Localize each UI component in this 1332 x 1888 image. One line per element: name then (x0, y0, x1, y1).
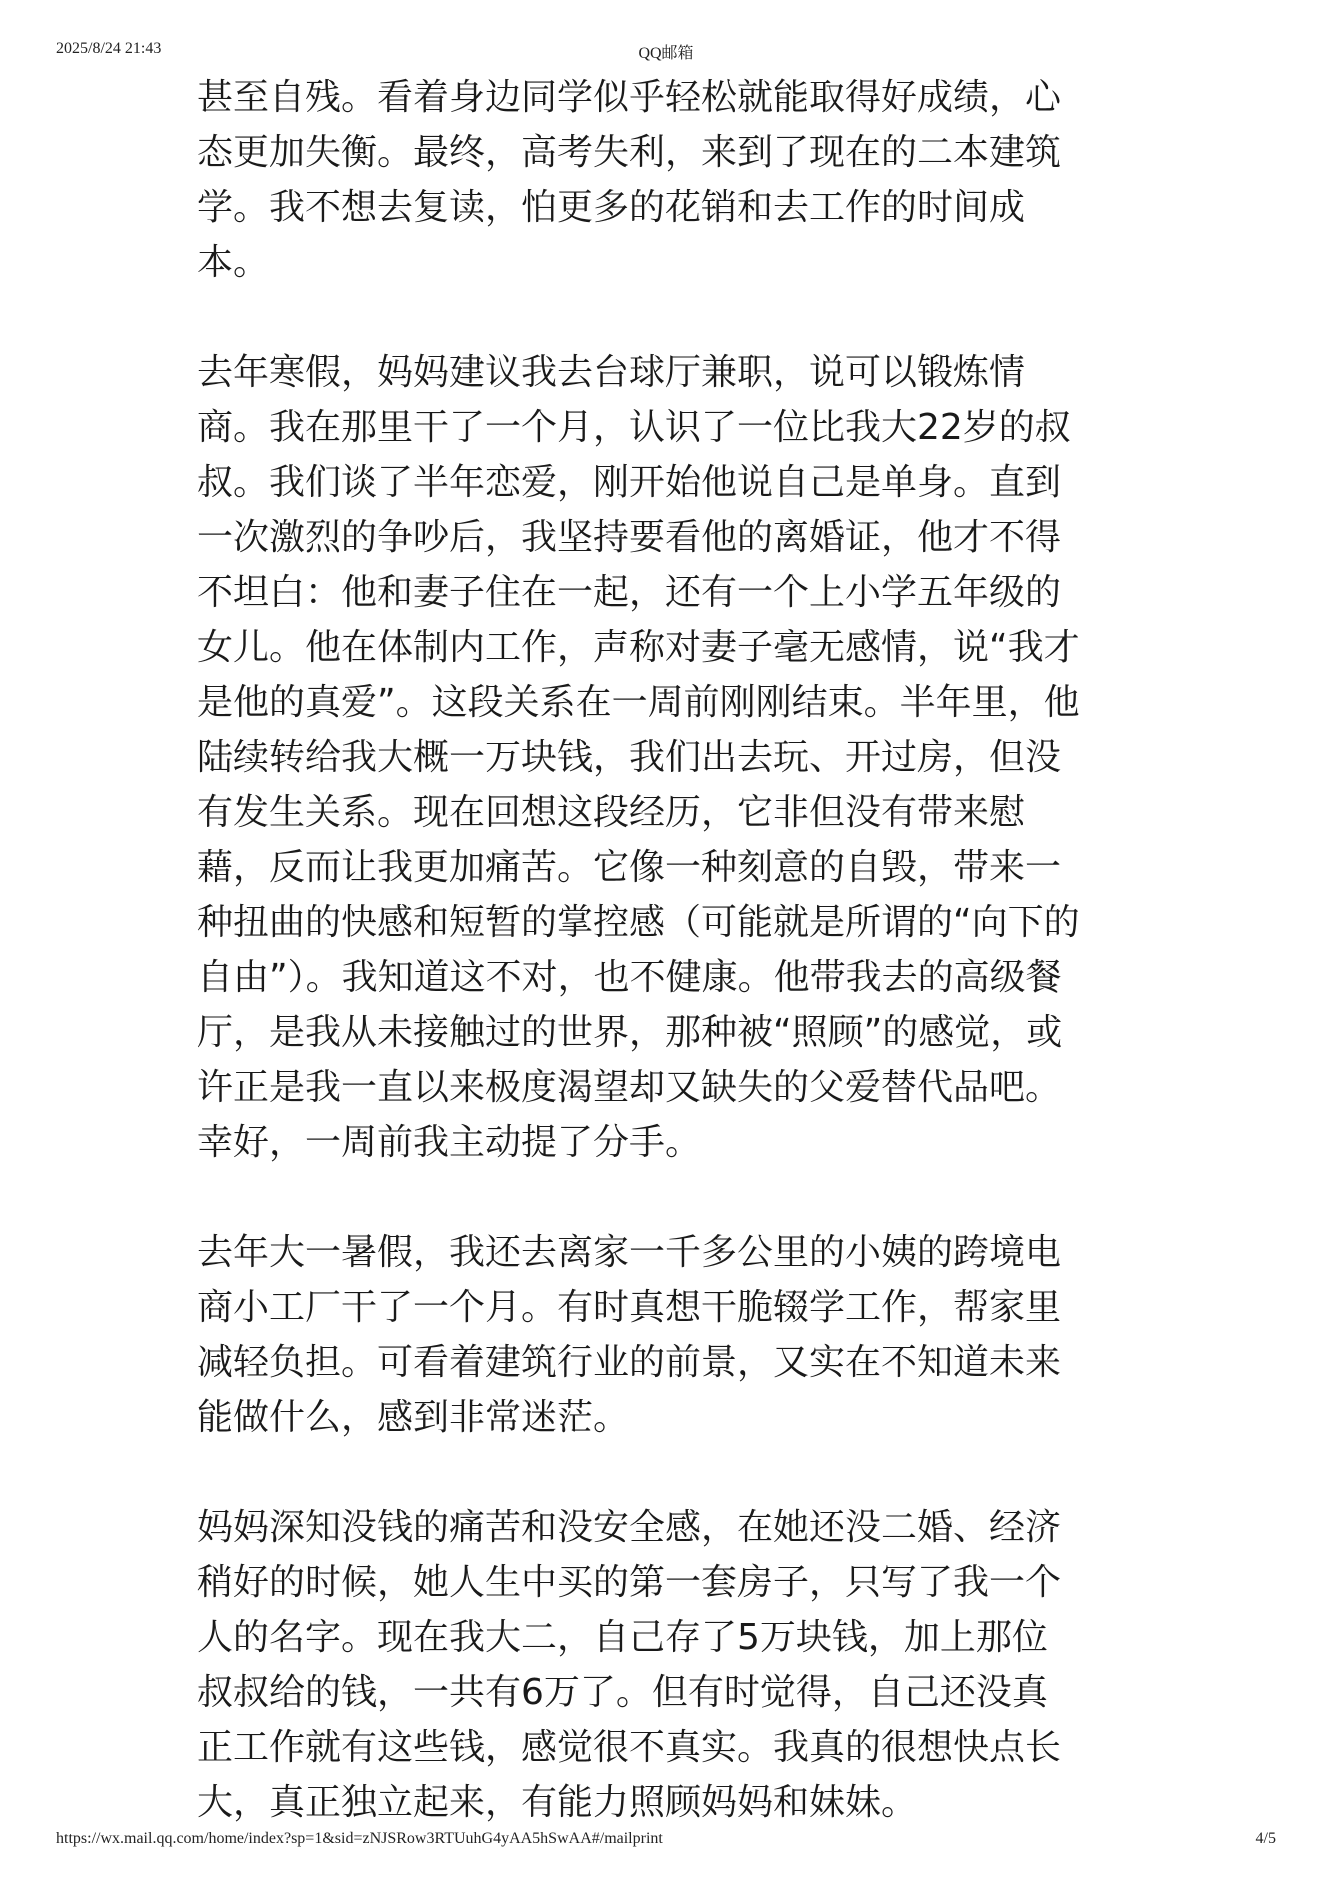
text-line: 减轻负担。可看着建筑行业的前景，又实在不知道未来 (197, 1342, 1062, 1383)
text-line: 甚至自残。看着身边同学似乎轻松就能取得好成绩，心 (197, 77, 1062, 118)
text-line: 自由”）。我知道这不对，也不健康。他带我去的高级餐 (197, 957, 1062, 998)
text-line: 陆续转给我大概一万块钱，我们出去玩、开过房，但没 (197, 737, 1062, 778)
text-line: 正工作就有这些钱，感觉很不真实。我真的很想快点长 (197, 1727, 1062, 1768)
print-datetime: 2025/8/24 21:43 (56, 40, 162, 57)
print-header (0, 40, 1332, 64)
text-line: 叔叔给的钱，一共有6万了。但有时觉得，自己还没真 (197, 1672, 1048, 1713)
text-line: 人的名字。现在我大二，自己存了5万块钱，加上那位 (197, 1617, 1048, 1658)
page-number: 4/5 (1255, 1830, 1276, 1847)
text-line: 商小工厂干了一个月。有时真想干脆辍学工作，帮家里 (197, 1287, 1062, 1328)
print-url: https://wx.mail.qq.com/home/index?sp=1&sid=zNJSRow3RTUuhG4yAA5hSwAA#/mailprint (56, 1830, 663, 1847)
text-line: 去年寒假，妈妈建议我去台球厅兼职，说可以锻炼情 (197, 352, 1026, 393)
text-line: 学。我不想去复读，怕更多的花销和去工作的时间成 (197, 187, 1026, 228)
email-body (197, 70, 1132, 1830)
text-line: 藉，反而让我更加痛苦。它像一种刻意的自毁，带来一 (197, 847, 1062, 888)
text-line: 妈妈深知没钱的痛苦和没安全感，在她还没二婚、经济 (197, 1507, 1062, 1548)
body-paragraph (197, 1500, 1132, 1830)
text-line: 许正是我一直以来极度渴望却又缺失的父爱替代品吧。 (197, 1067, 1062, 1108)
print-footer (0, 1830, 1332, 1854)
text-line: 一次激烈的争吵后，我坚持要看他的离婚证，他才不得 (197, 517, 1062, 558)
text-line: 有发生关系。现在回想这段经历，它非但没有带来慰 (197, 792, 1026, 833)
text-line: 不坦白：他和妻子住在一起，还有一个上小学五年级的 (197, 572, 1062, 613)
text-line: 商。我在那里干了一个月，认识了一位比我大22岁的叔 (197, 407, 1071, 448)
text-line: 去年大一暑假，我还去离家一千多公里的小姨的跨境电 (197, 1232, 1062, 1273)
body-paragraph (197, 70, 1132, 290)
text-line: 女儿。他在体制内工作，声称对妻子毫无感情，说“我才 (197, 627, 1080, 668)
text-line: 厅，是我从未接触过的世界，那种被“照顾”的感觉，或 (197, 1012, 1063, 1053)
text-line: 叔。我们谈了半年恋爱，刚开始他说自己是单身。直到 (197, 462, 1062, 503)
text-line: 是他的真爱”。这段关系在一周前刚刚结束。半年里，他 (197, 682, 1080, 723)
text-line: 种扭曲的快感和短暂的掌控感（可能就是所谓的“向下的 (197, 902, 1080, 943)
body-paragraph (197, 345, 1132, 1170)
print-title: QQ邮箱 (638, 45, 694, 62)
text-line: 本。 (197, 242, 270, 283)
text-line: 幸好，一周前我主动提了分手。 (197, 1122, 702, 1163)
body-paragraph (197, 1225, 1132, 1445)
text-line: 态更加失衡。最终，高考失利，来到了现在的二本建筑 (197, 132, 1062, 173)
text-line: 大，真正独立起来，有能力照顾妈妈和妹妹。 (197, 1782, 918, 1823)
text-line: 能做什么，感到非常迷茫。 (197, 1397, 630, 1438)
text-line: 稍好的时候，她人生中买的第一套房子，只写了我一个 (197, 1562, 1062, 1603)
